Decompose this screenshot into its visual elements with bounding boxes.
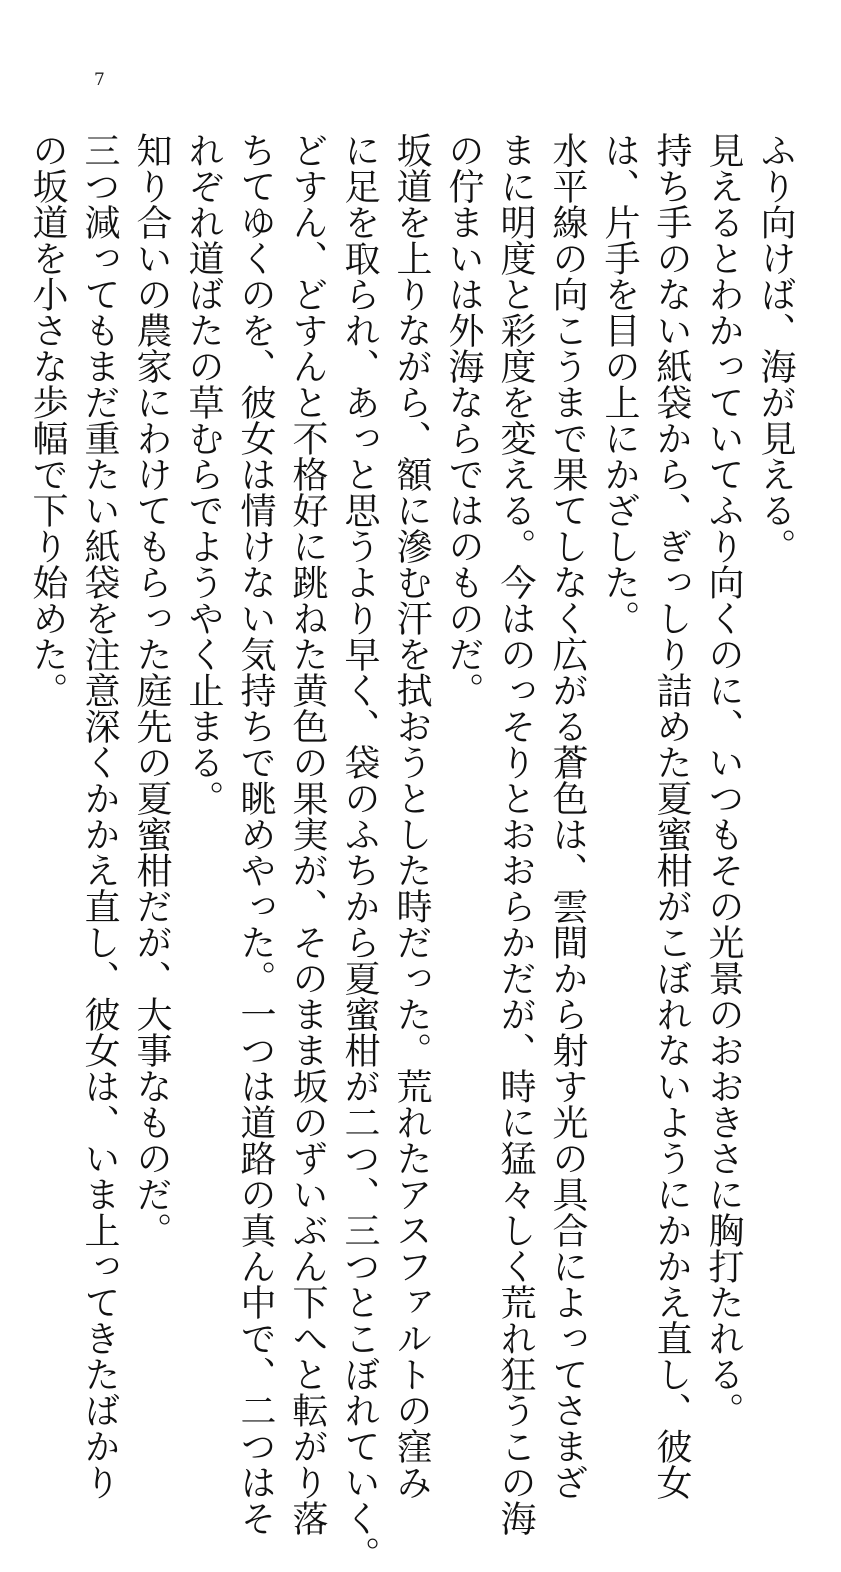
text-line: 持ち手のない紙袋から、ぎっしり詰めた夏蜜柑がこぼれないようにかかえ直し、彼女 xyxy=(651,132,692,1500)
text-line: の坂道を小さな歩幅で下り始めた。 xyxy=(27,132,68,708)
text-line: 見えるとわかっていてふり向くのに、いつもその光景のおおきさに胸打たれる。 xyxy=(703,132,744,1428)
text-line: 知り合いの農家にわけてもらった庭先の夏蜜柑だが、大事なものだ。 xyxy=(131,132,172,1248)
text-line: ちてゆくのを、彼女は情けない気持ちで眺めやった。一つは道路の真ん中で、二つはそ xyxy=(235,132,276,1536)
text-line: 三つ減ってもまだ重たい紙袋を注意深くかかえ直し、彼女は、いま上ってきたばかり xyxy=(79,132,120,1500)
text-line: に足を取られ、あっと思うより早く、袋のふちから夏蜜柑が二つ、三つとこぼれていく。 xyxy=(339,132,380,1572)
text-line: は、片手を目の上にかざした。 xyxy=(599,132,640,636)
text-line: 坂道を上りながら、額に滲む汗を拭おうとした時だった。荒れたアスファルトの窪み xyxy=(391,132,432,1500)
text-line: ふり向けば、海が見える。 xyxy=(755,132,796,564)
text-line: まに明度と彩度を変える。今はのっそりとおおらかだが、時に猛々しく荒れ狂うこの海 xyxy=(495,132,536,1536)
page-number: 7 xyxy=(94,70,105,90)
text-line: 水平線の向こうまで果てしなく広がる蒼色は、雲間から射す光の具合によってさまざ xyxy=(547,132,588,1500)
text-line: どすん、どすんと不格好に跳ねた黄色の果実が、そのまま坂のずいぶん下へと転がり落 xyxy=(287,132,328,1536)
text-line: の佇まいは外海ならではのものだ。 xyxy=(443,132,484,708)
text-line: れぞれ道ばたの草むらでようやく止まる。 xyxy=(183,132,224,816)
vertical-text-body xyxy=(27,132,801,1572)
